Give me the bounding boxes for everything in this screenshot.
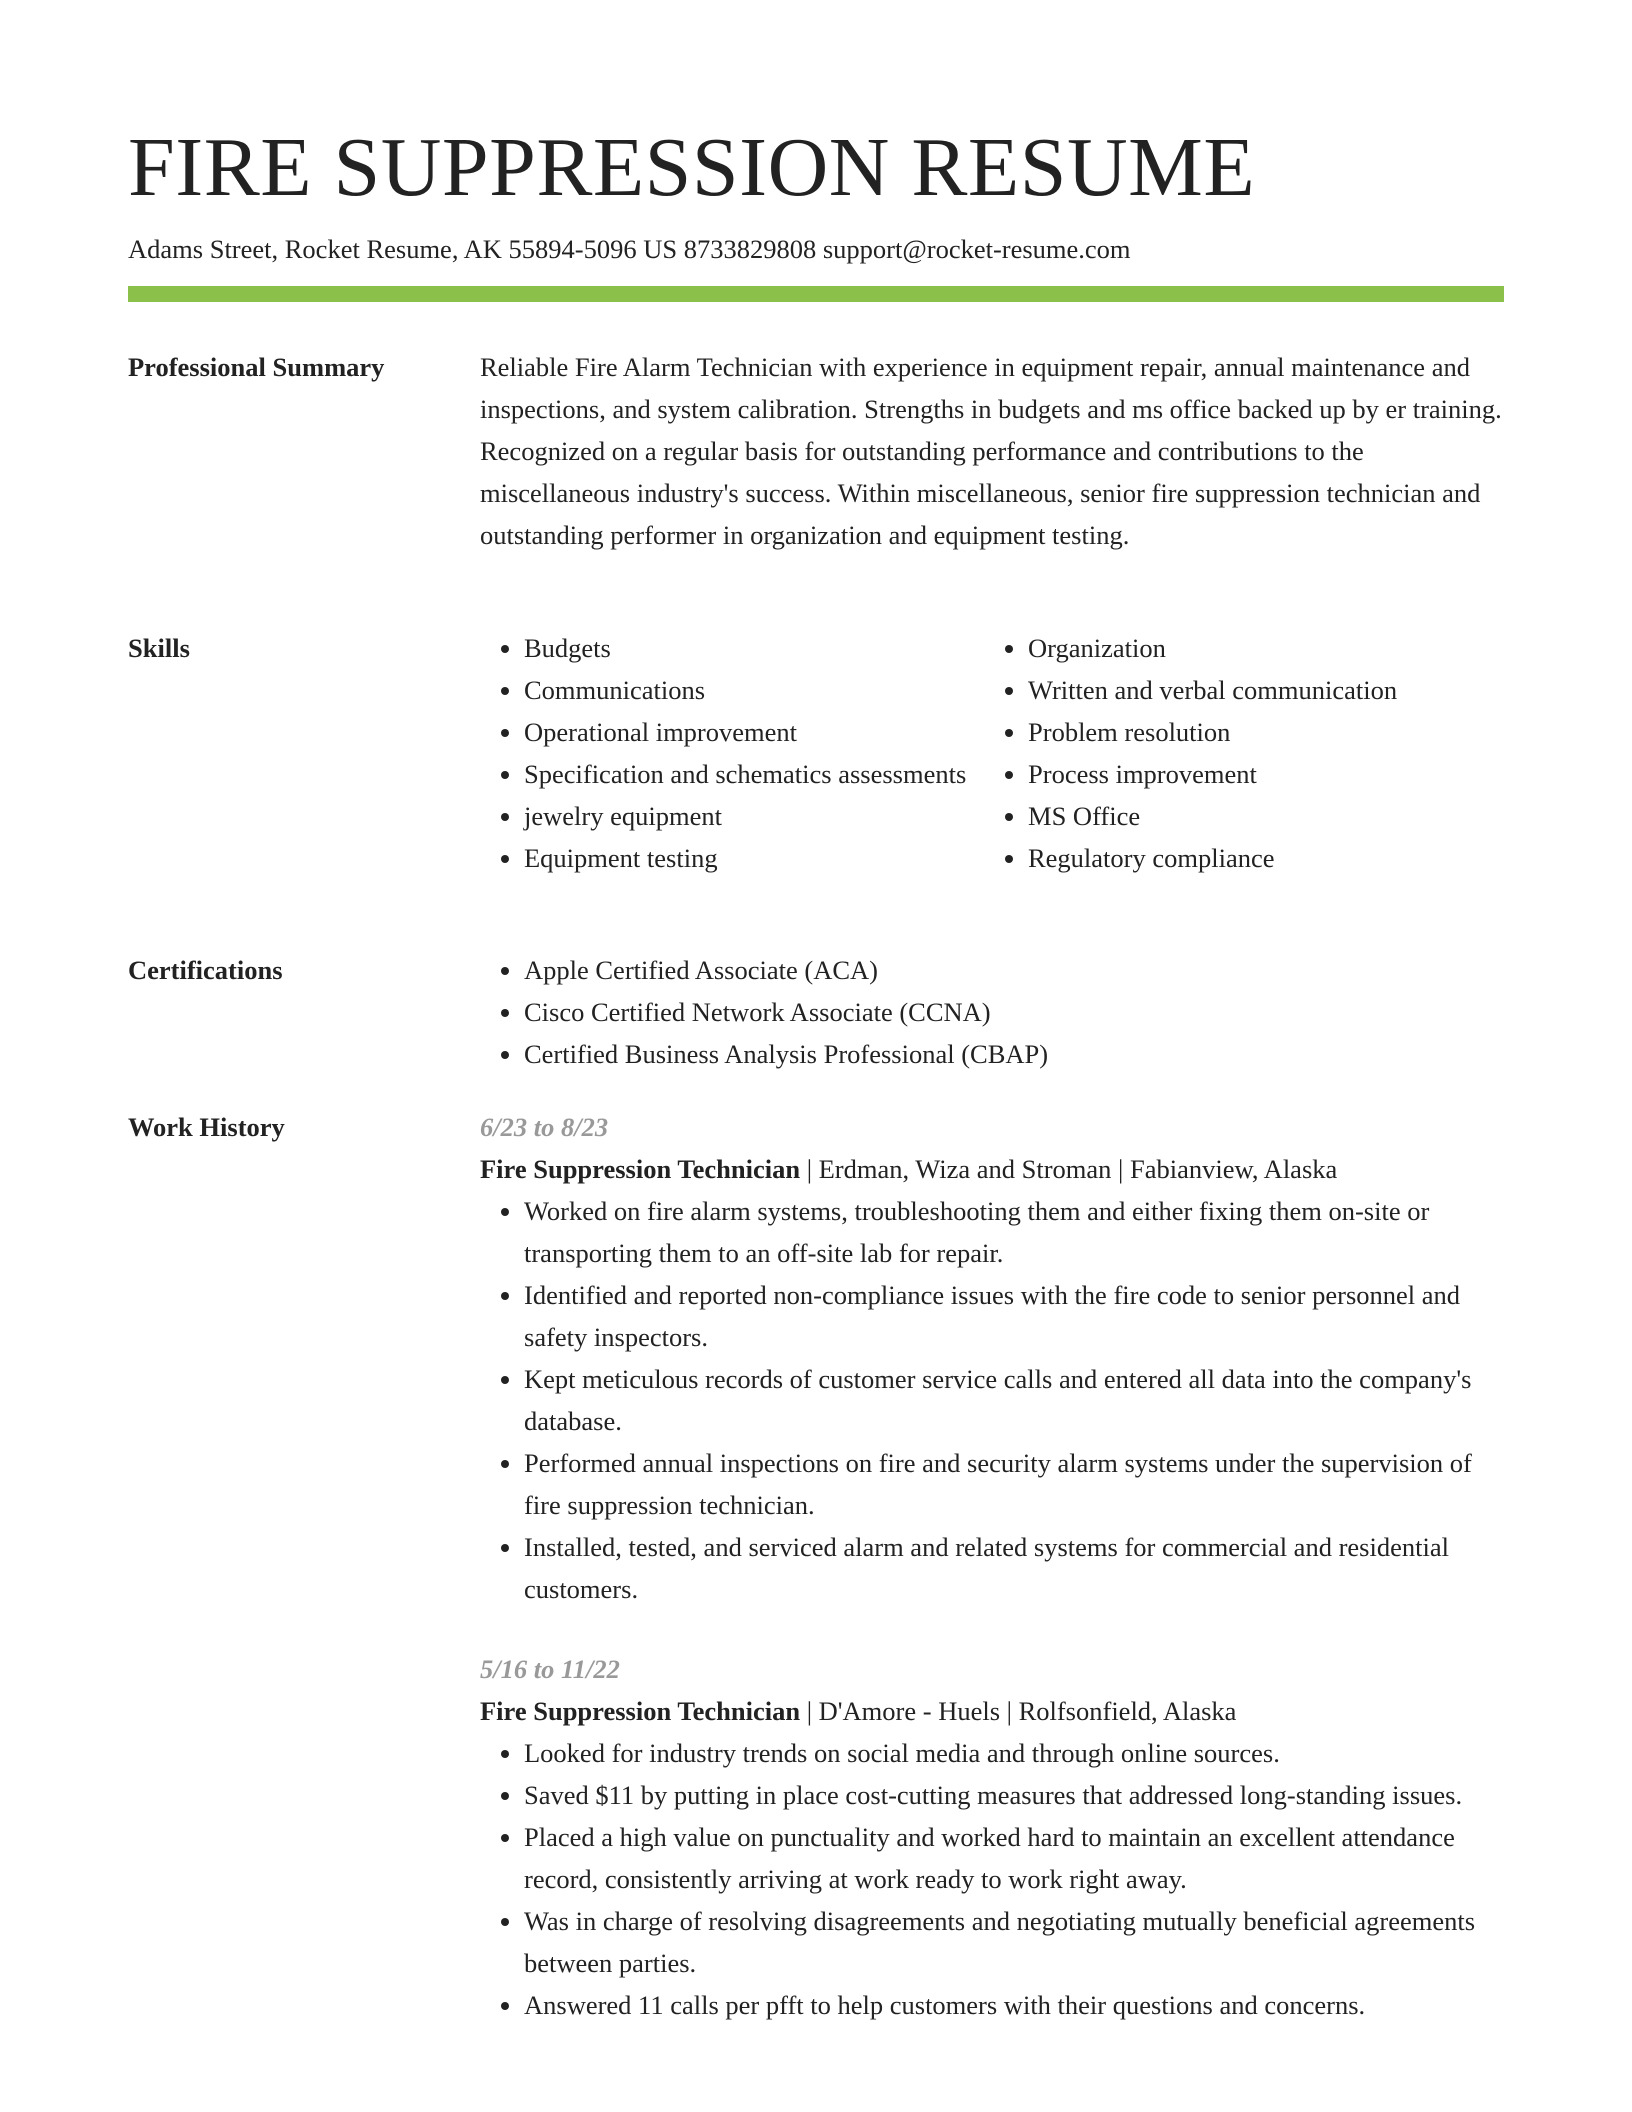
certification-item: • Apple Certified Associate (ACA)	[524, 949, 1504, 991]
job-entry	[480, 1648, 1504, 2026]
job-bullet: • Answered 11 calls per pfft to help customers with their questions and concerns.	[524, 1984, 1504, 2026]
certifications-body	[480, 949, 1504, 1075]
job-bullet: • Kept meticulous records of customer service calls and entered all data into the company's database.	[524, 1358, 1504, 1442]
job-bullet: • Saved $11 by putting in place cost-cutting measures that addressed long-standing issues.	[524, 1774, 1504, 1816]
job-title: Fire Suppression Technician	[480, 1696, 801, 1726]
job-bullet: • Placed a high value on punctuality and worked hard to maintain an excellent attendance record, consistently arriving at work ready to work right away.	[524, 1816, 1504, 1900]
job-entry	[480, 1106, 1504, 1610]
skills-label: Skills	[128, 633, 190, 663]
job-bullets	[480, 1732, 1504, 2026]
skill-item: • Operational improvement	[524, 711, 984, 753]
resume-title: FIRE SUPPRESSION RESUME	[128, 121, 1256, 214]
certification-item: • Certified Business Analysis Professional (CBAP)	[524, 1033, 1504, 1075]
summary-body	[480, 346, 1504, 556]
job-bullet: • Was in charge of resolving disagreements and negotiating mutually beneficial agreements between parties.	[524, 1900, 1504, 1984]
skill-item: • Communications	[524, 669, 984, 711]
skill-item: • Written and verbal communication	[1028, 669, 1504, 711]
skills-column-1	[480, 627, 984, 879]
job-heading	[480, 1148, 1504, 1190]
skill-item: • jewelry equipment	[524, 795, 984, 837]
job-dates: 6/23 to 8/23	[480, 1112, 609, 1142]
skills-column-2	[984, 627, 1504, 879]
skill-item: • Process improvement	[1028, 753, 1504, 795]
work-history-body	[480, 1106, 1504, 2026]
job-details: | D'Amore - Huels | Rolfsonfield, Alaska	[800, 1696, 1237, 1726]
skill-item: • Problem resolution	[1028, 711, 1504, 753]
skills-list-1	[480, 627, 984, 879]
job-bullet: • Looked for industry trends on social media and through online sources.	[524, 1732, 1504, 1774]
summary-text: Reliable Fire Alarm Technician with experience in equipment repair, annual maintenance and inspections, and system calibration. Strengths in budgets and ms office backed up by er training. Recognized on a regular basis for outstanding performance and contributions to the miscellaneous industry's success. Within miscellaneous, senior fire suppression technician and outstanding performer in organization and equipment testing.	[480, 352, 1502, 550]
skill-item: • MS Office	[1028, 795, 1504, 837]
header-divider	[128, 286, 1504, 302]
job-dates: 5/16 to 11/22	[480, 1654, 620, 1684]
skill-item: • Specification and schematics assessments	[524, 753, 984, 795]
job-bullet: • Worked on fire alarm systems, troubleshooting them and either fixing them on-site or transporting them to an off-site lab for repair.	[524, 1190, 1504, 1274]
contact-line: Adams Street, Rocket Resume, AK 55894-5096 US 8733829808 support@rocket-resume.com	[128, 234, 1131, 264]
job-bullets	[480, 1190, 1504, 1610]
job-bullet: • Identified and reported non-compliance issues with the fire code to senior personnel and safety inspectors.	[524, 1274, 1504, 1358]
skill-item: • Regulatory compliance	[1028, 837, 1504, 879]
job-heading	[480, 1690, 1504, 1732]
job-details: | Erdman, Wiza and Stroman | Fabianview, Alaska	[800, 1154, 1338, 1184]
certifications-list	[480, 949, 1504, 1075]
summary-label: Professional Summary	[128, 352, 385, 382]
certifications-label: Certifications	[128, 955, 283, 985]
skills-list-2	[984, 627, 1504, 879]
skill-item: • Equipment testing	[524, 837, 984, 879]
job-bullet: • Performed annual inspections on fire and security alarm systems under the supervision of fire suppression technician.	[524, 1442, 1504, 1526]
work-history-label: Work History	[128, 1112, 285, 1142]
skills-body	[480, 627, 1504, 879]
skill-item: • Organization	[1028, 627, 1504, 669]
skills-columns	[480, 627, 1504, 879]
certification-item: • Cisco Certified Network Associate (CCNA)	[524, 991, 1504, 1033]
job-bullet: • Installed, tested, and serviced alarm and related systems for commercial and residential customers.	[524, 1526, 1504, 1610]
job-title: Fire Suppression Technician	[480, 1154, 801, 1184]
skill-item: • Budgets	[524, 627, 984, 669]
